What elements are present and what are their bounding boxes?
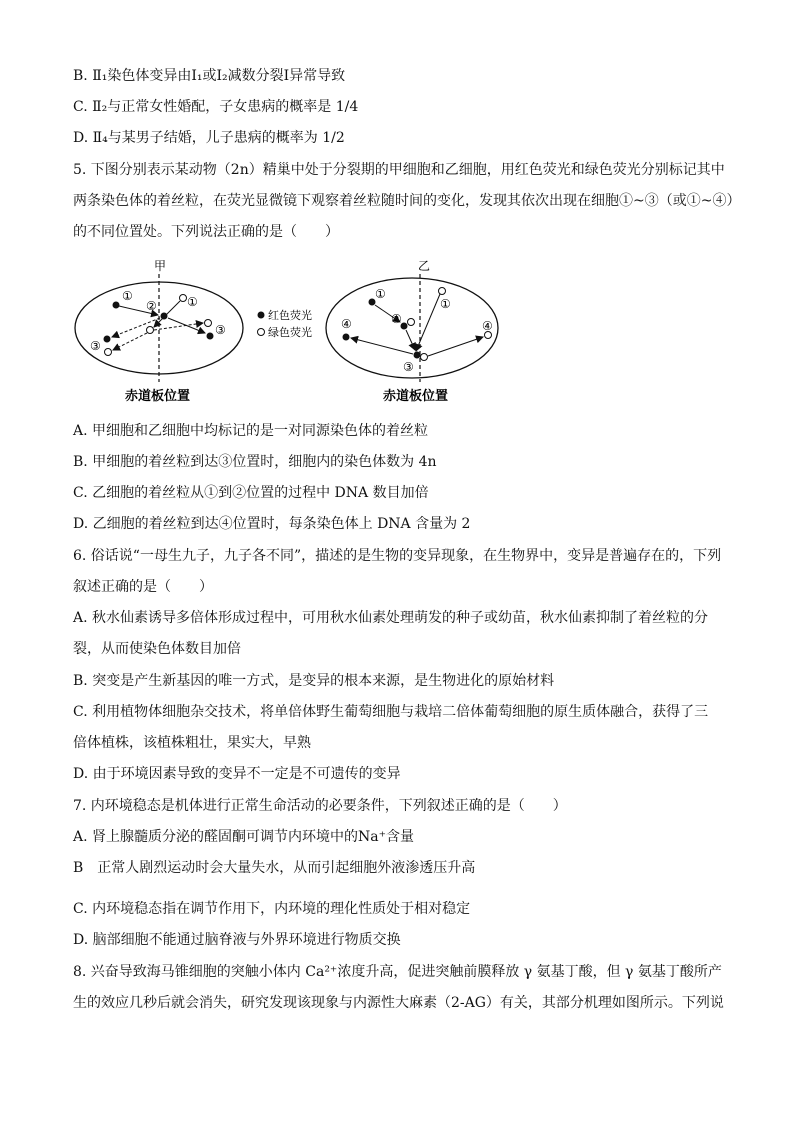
- position-label: ③: [215, 323, 226, 337]
- red-centromere: [161, 313, 168, 320]
- position-label: ①: [440, 297, 451, 311]
- green-centromere: [105, 349, 112, 356]
- legend-red: 红色荧光: [268, 309, 312, 322]
- text-line: D. 脑部细胞不能通过脑脊液与外界环境进行物质交换: [73, 932, 401, 948]
- equatorial-plate-caption: 赤道板位置: [383, 389, 449, 404]
- text-line: B. 突变是产生新基因的唯一方式，是变异的根本来源，是生物进化的原始材料: [73, 673, 555, 689]
- red-centromere: [343, 334, 350, 341]
- position-label: ②: [391, 312, 402, 326]
- cell-yi: [326, 259, 498, 404]
- green-centromere: [421, 354, 428, 361]
- text-line: D. 由于环境因素导致的变异不一定是不可遗传的变异: [73, 766, 401, 782]
- cell-yi-label: 乙: [418, 259, 431, 273]
- text-line: C. Ⅱ₂与正常女性婚配，子女患病的概率是 1/4: [73, 99, 359, 115]
- position-label: ①: [122, 289, 133, 303]
- text-line: 叙述正确的是（ ）: [73, 579, 213, 595]
- text-line: B. 甲细胞的着丝粒到达③位置时，细胞内的染色体数为 4n: [73, 454, 437, 470]
- green-centromere: [205, 320, 212, 327]
- text-line: 的不同位置处。下列说法正确的是（ ）: [73, 224, 339, 240]
- text-line: C. 利用植物体细胞杂交技术，将单倍体野生葡萄细胞与栽培二倍体葡萄细胞的原生质体融合，获得了三: [73, 704, 709, 720]
- cell-jia-label: 甲: [154, 259, 167, 273]
- text-line: 裂，从而使染色体数目加倍: [73, 641, 241, 657]
- position-label: ④: [341, 317, 352, 331]
- text-line: A. 秋水仙素诱导多倍体形成过程中，可用秋水仙素处理萌发的种子或幼苗，秋水仙素抑制了着丝粒的分: [73, 610, 709, 626]
- centromere-figure: [70, 258, 530, 408]
- equatorial-plate-caption: 赤道板位置: [125, 389, 191, 404]
- text-line: 倍体植株，该植株粗壮，果实大，早熟: [73, 735, 311, 751]
- position-label: ②: [146, 299, 157, 313]
- green-centromere: [439, 288, 446, 295]
- green-centromere: [180, 295, 187, 302]
- position-label: ③: [403, 360, 414, 374]
- red-centromere: [414, 352, 421, 359]
- text-line: 两条染色体的着丝粒，在荧光显微镜下观察着丝粒随时间的变化，发现其依次出现在细胞①~③（或①~④）: [73, 193, 741, 209]
- text-line: A. 甲细胞和乙细胞中均标记的是一对同源染色体的着丝粒: [73, 423, 429, 439]
- legend-green: 绿色荧光: [268, 326, 312, 339]
- text-line: 7. 内环境稳态是机体进行正常生命活动的必要条件，下列叙述正确的是（ ）: [73, 798, 567, 814]
- red-centromere: [113, 302, 120, 309]
- red-legend-dot: [258, 312, 265, 319]
- green-legend-dot: [258, 329, 265, 336]
- legend: [258, 308, 313, 339]
- text-line: A. 肾上腺髓质分泌的醛固酮可调节内环境中的Na⁺含量: [73, 829, 414, 845]
- green-centromere: [408, 319, 415, 326]
- red-centromere: [104, 336, 111, 343]
- text-line: B. Ⅱ₁染色体变异由Ⅰ₁或Ⅰ₂减数分裂Ⅰ异常导致: [73, 68, 346, 84]
- position-label: ①: [187, 295, 198, 309]
- text-line: C. 乙细胞的着丝粒从①到②位置的过程中 DNA 数目加倍: [73, 485, 429, 501]
- text-line: B 正常人剧烈运动时会大量失水，从而引起细胞外液渗透压升高: [73, 860, 476, 876]
- cell-jia: [75, 259, 243, 404]
- position-label: ①: [375, 287, 386, 301]
- position-label: ③: [90, 339, 101, 353]
- text-line: 8. 兴奋导致海马锥细胞的突触小体内 Ca²⁺浓度升高，促进突触前膜释放 γ 氨基丁酸，但 γ 氨基丁酸所产: [73, 964, 722, 980]
- red-centromere: [207, 333, 214, 340]
- text-line: 6. 俗话说“一母生九子，九子各不同”，描述的是生物的变异现象，在生物界中，变异是普遍存在的，下列: [73, 548, 722, 564]
- text-line: 5. 下图分别表示某动物（2n）精巢中处于分裂期的甲细胞和乙细胞，用红色荧光和绿色荧光分别标记其中: [73, 162, 725, 178]
- text-line: 生的效应几秒后就会消失，研究发现该现象与内源性大麻素（2-AG）有关，其部分机理如图所示。下列说: [73, 995, 724, 1011]
- text-line: D. 乙细胞的着丝粒到达④位置时，每条染色体上 DNA 含量为 2: [73, 516, 471, 532]
- text-line: D. Ⅱ₄与某男子结婚，儿子患病的概率为 1/2: [73, 130, 345, 146]
- green-centromere: [147, 327, 154, 334]
- text-line: C. 内环境稳态指在调节作用下，内环境的理化性质处于相对稳定: [73, 901, 471, 917]
- position-label: ④: [482, 319, 493, 333]
